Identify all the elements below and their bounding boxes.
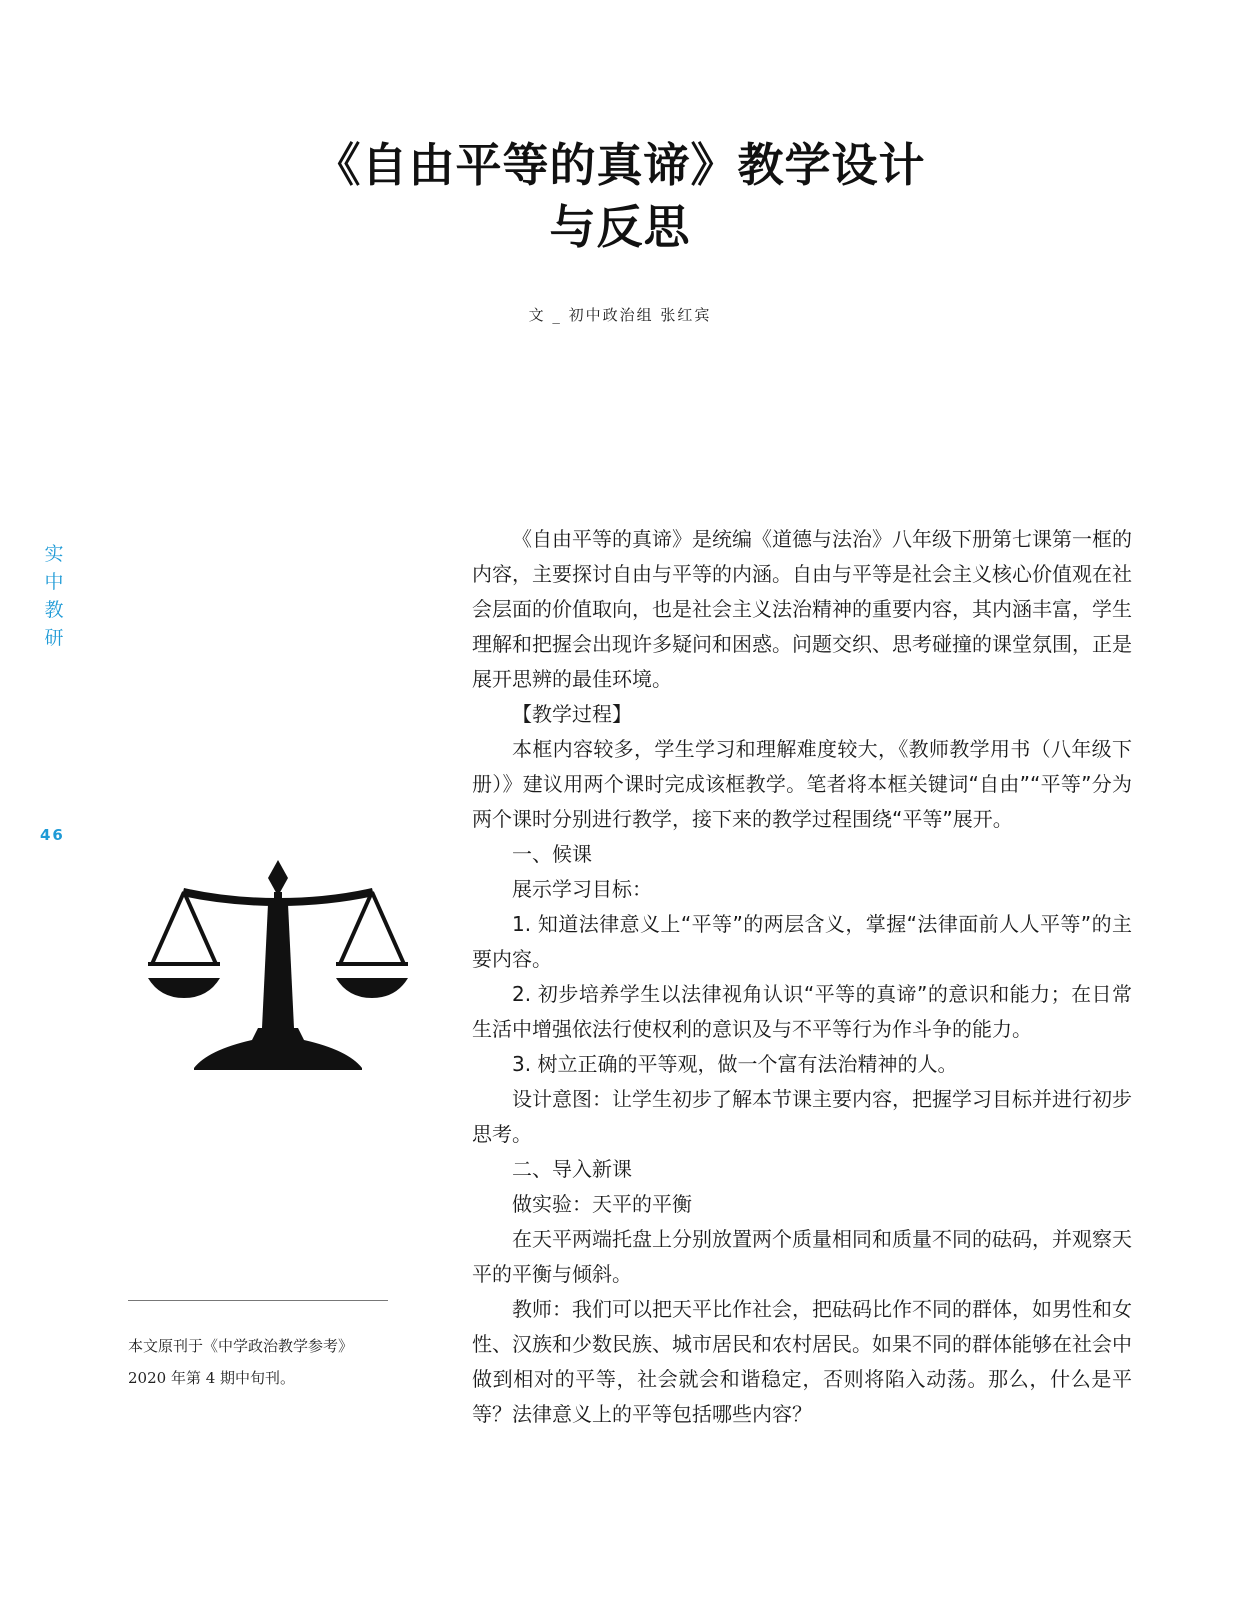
section-side-label xyxy=(42,540,66,652)
side-label-char: 研 xyxy=(44,627,64,649)
page-number: 46 xyxy=(40,826,65,844)
source-note-line-2: 2020 年第 4 期中旬刊。 xyxy=(128,1369,296,1387)
source-note-line-1: 本文原刊于《中学政治教学参考》 xyxy=(128,1337,354,1355)
article-title xyxy=(0,134,1240,258)
side-label-char: 中 xyxy=(44,571,64,593)
balance-scale-icon xyxy=(148,860,424,1098)
article-body xyxy=(472,522,1132,1432)
byline: 文 _ 初中政治组 张红宾 xyxy=(528,306,712,324)
list-item: 2. 初步培养学生以法律视角认识“平等的真谛”的意识和能力；在日常生活中增强依法行使权利的意识及与不平等行为作斗争的能力。 xyxy=(472,982,1132,1041)
body-paragraph: 展示学习目标： xyxy=(512,877,652,901)
title-line-2: 与反思 xyxy=(549,200,691,254)
body-paragraph: 教师：我们可以把天平比作社会，把砝码比作不同的群体，如男性和女性、汉族和少数民族、城市居民和农村居民。如果不同的群体能够在社会中做到相对的平等，社会就会和谐稳定，否则将陷入动荡。那么，什么是平等？法律意义上的平等包括哪些内容？ xyxy=(472,1297,1132,1426)
list-item: 1. 知道法律意义上“平等”的两层含义，掌握“法律面前人人平等”的主要内容。 xyxy=(472,912,1132,971)
section-heading: 【教学过程】 xyxy=(512,702,632,726)
section-heading: 一、候课 xyxy=(512,842,592,866)
source-note xyxy=(128,1330,398,1394)
side-label-char: 实 xyxy=(44,543,64,565)
body-paragraph: 本框内容较多，学生学习和理解难度较大，《教师教学用书（八年级下册）》建议用两个课时完成该框教学。笔者将本框关键词“自由”“平等”分为两个课时分别进行教学，接下来的教学过程围绕“平等”展开。 xyxy=(472,737,1132,831)
body-paragraph: 设计意图：让学生初步了解本节课主要内容，把握学习目标并进行初步思考。 xyxy=(472,1087,1132,1146)
body-paragraph: 做实验：天平的平衡 xyxy=(512,1192,692,1216)
side-label-char: 教 xyxy=(44,599,64,621)
title-line-1: 《自由平等的真谛》教学设计 xyxy=(314,138,926,192)
list-item: 3. 树立正确的平等观，做一个富有法治精神的人。 xyxy=(512,1052,958,1076)
body-paragraph: 《自由平等的真谛》是统编《道德与法治》八年级下册第七课第一框的内容，主要探讨自由与平等的内涵。自由与平等是社会主义核心价值观在社会层面的价值取向，也是社会主义法治精神的重要内容，其内涵丰富，学生理解和把握会出现许多疑问和困惑。问题交织、思考碰撞的课堂氛围，正是展开思辨的最佳环境。 xyxy=(472,527,1132,691)
footnote-divider xyxy=(128,1300,388,1301)
body-paragraph: 在天平两端托盘上分别放置两个质量相同和质量不同的砝码，并观察天平的平衡与倾斜。 xyxy=(472,1227,1132,1286)
section-heading: 二、导入新课 xyxy=(512,1157,632,1181)
